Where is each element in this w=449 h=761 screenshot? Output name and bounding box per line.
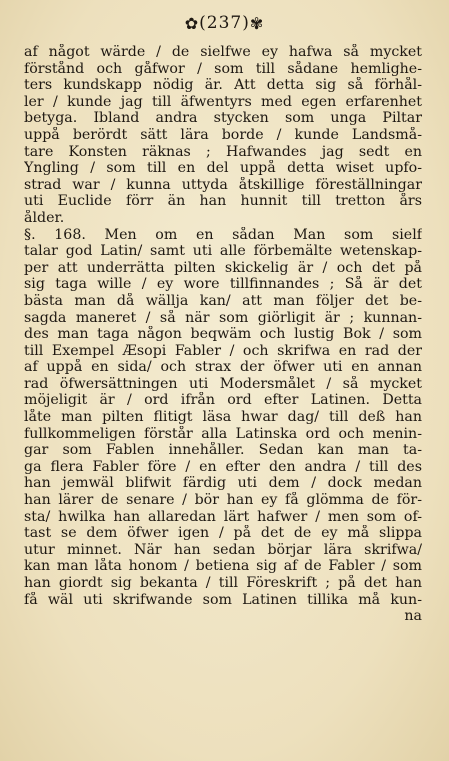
- text-line: rad öfwersättningen uti Modersmålet / så mycket: [24, 375, 422, 392]
- text-line: till Exempel Æsopi Fabler / och skrifwa en rad der: [24, 342, 422, 359]
- text-line: af något wärde / de sielfwe ey hafwa så mycket: [24, 44, 422, 60]
- text-line: betyga. Ibland andra stycken som unga Piltar: [24, 110, 422, 127]
- text-line: ålder.: [24, 209, 65, 226]
- text-line: talar god Latin/ samt uti alle förbemälte wetenskap-: [24, 243, 422, 260]
- ornament-left-icon: ✿: [184, 14, 200, 33]
- text-line: få wäl uti skrifwande som Latinen tillika må kun-: [24, 591, 422, 608]
- text-line: uppå berördt sätt lära borde / kunde Landsmå-: [24, 126, 422, 143]
- text-line: §. 168. Men om en sådan Man som sielf: [24, 226, 422, 243]
- text-line: han jemwäl blifwit färdig uti dem / dock medan: [24, 475, 422, 492]
- text-line: ler / kunde jag till äfwentyrs med egen erfarenhet: [24, 93, 422, 110]
- text-line: han giordt sig bekanta / till Föreskrift ; på det han: [24, 575, 422, 591]
- page-header: [0, 12, 449, 35]
- text-line: utur minnet. När han sedan börjar lära skrifwa/: [24, 541, 422, 558]
- body-text: [24, 44, 422, 625]
- text-line: fullkommeligen förstår alla Latinska ord och menin-: [24, 425, 422, 442]
- text-line: tast se dem öfwer igen / på det de ey må slippa: [24, 525, 422, 542]
- text-line: möjeligit är / ord ifrån ord efter Latinen. Detta: [24, 392, 422, 409]
- text-line: kan man låta honom / betiena sig af de Fabler / som: [24, 558, 422, 575]
- text-line: bästa man då wällja kan/ att man följer det be-: [24, 292, 422, 309]
- text-line: sagda maneret / så när som giörligit är ; kunnan-: [24, 309, 422, 326]
- text-line: gar som Fablen innehåller. Sedan kan man ta-: [24, 442, 422, 459]
- text-line: uti Euclide förr än han hunnit till tretton års: [24, 193, 422, 210]
- text-line: ters kundskapp nödig är. Att detta sig så förhål-: [24, 77, 422, 94]
- text-line: låte man pilten flitigt läsa hwar dag/ till deß han: [24, 409, 422, 426]
- text-line: ga flera Fabler före / en efter den andra / till des: [24, 458, 422, 475]
- text-line: tare Konsten räknas ; Hafwandes jag sedt en: [24, 143, 422, 160]
- text-line: af uppå en sida/ och strax der öfwer uti en annan: [24, 359, 422, 376]
- text-line: Yngling / som till en del uppå detta wiset upfo-: [24, 160, 422, 177]
- ornament-right-icon: ✾: [249, 14, 265, 33]
- text-line: per att underrätta pilten skickelig är / och det på: [24, 259, 422, 276]
- text-line: des man taga någon beqwäm och lustig Bok / som: [24, 326, 422, 343]
- text-line: han lärer de senare / bör han ey få glömma de för-: [24, 492, 422, 509]
- page-number: (237): [199, 13, 250, 33]
- text-line: förstånd och gåfwor / som till sådane hemlighe-: [24, 60, 422, 77]
- text-line: sig taga wille / ey wore tillfinnandes ; Så är det: [24, 276, 422, 293]
- text-line: strad war / kunna uttyda åtskillige föreställningar: [24, 176, 422, 193]
- text-line: na: [404, 608, 422, 625]
- text-line: sta/ hwilka han allaredan lärt hafwer / men som of-: [24, 508, 422, 525]
